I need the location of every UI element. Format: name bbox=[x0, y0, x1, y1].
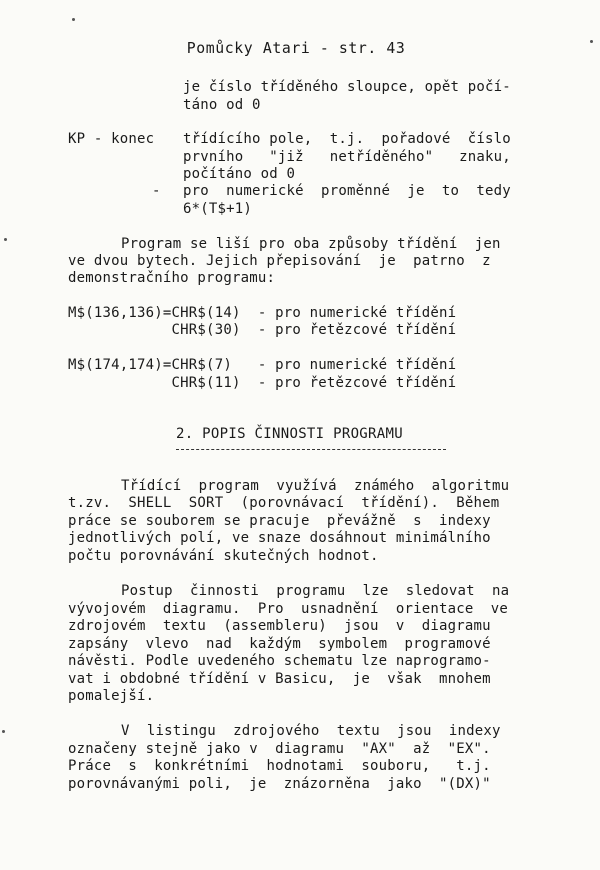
scan-mark bbox=[2, 730, 5, 733]
paragraph-line: Postup činnosti programu lze sledovat na bbox=[121, 583, 510, 599]
paragraph-line: demonstračního programu: bbox=[68, 270, 276, 286]
paragraph-line: zdrojovém textu (assembleru) jsou v diagramu bbox=[68, 618, 491, 634]
code-line: M$(174,174)=CHR$(7) - pro numerické třídění bbox=[68, 357, 457, 373]
intro-line: je číslo tříděného sloupce, opět počí- bbox=[183, 79, 511, 95]
paragraph-line: Práce s konkrétními hodnotami souboru, t.j. bbox=[68, 758, 491, 774]
kp-term: KP - konec bbox=[68, 131, 155, 147]
paragraph-line: práce se souborem se pracuje převážně s indexy bbox=[68, 513, 491, 529]
paragraph-line: počtu porovnávání skutečných hodnot. bbox=[68, 548, 379, 564]
paragraph-line: jednotlivých polí, ve snaze dosáhnout minimálního bbox=[68, 530, 491, 546]
paragraph-line: t.zv. SHELL SORT (porovnávací třídění). Během bbox=[68, 495, 500, 511]
paragraph-line: V listingu zdrojového textu jsou indexy bbox=[121, 723, 501, 739]
intro-line: táno od 0 bbox=[183, 97, 261, 113]
scan-mark bbox=[4, 238, 7, 241]
paragraph-line: označeny stejně jako v diagramu "AX" až "EX". bbox=[68, 741, 491, 757]
kp-line: prvního "již netříděného" znaku, bbox=[183, 149, 511, 165]
paragraph-line: porovnávanými poli, je znázorněna jako "(DX)" bbox=[68, 776, 491, 792]
paragraph-line: ve dvou bytech. Jejich přepisování je patrno z bbox=[68, 253, 491, 269]
code-line: M$(136,136)=CHR$(14) - pro numerické třídění bbox=[68, 305, 457, 321]
paragraph-line: návěsti. Podle uvedeného schematu lze naprogramo- bbox=[68, 653, 491, 669]
kp-line: 6*(T$+1) bbox=[183, 201, 253, 217]
kp-line: počítáno od 0 bbox=[183, 166, 296, 182]
code-line: CHR$(11) - pro řetězcové třídění bbox=[68, 375, 457, 391]
heading-underline bbox=[176, 449, 446, 450]
paragraph-line: Program se liší pro oba způsoby třídění jen bbox=[121, 236, 501, 252]
scan-mark bbox=[72, 18, 75, 21]
paragraph-line: zapsány vlevo nad každým symbolem programové bbox=[68, 636, 491, 652]
paragraph-line: vat i obdobné třídění v Basicu, je však mnohem bbox=[68, 671, 491, 687]
code-line: CHR$(30) - pro řetězcové třídění bbox=[68, 322, 457, 338]
paragraph-line: vývojovém diagramu. Pro usnadnění orientace ve bbox=[68, 601, 509, 617]
kp-line: třídícího pole, t.j. pořadové číslo bbox=[183, 131, 511, 147]
kp-dash: - bbox=[152, 183, 161, 199]
paragraph-line: pomalejší. bbox=[68, 688, 155, 704]
section-heading: 2. POPIS ČINNOSTI PROGRAMU bbox=[176, 426, 403, 442]
kp-line: pro numerické proměnné je to tedy bbox=[183, 183, 511, 199]
paragraph-line: Třídící program využívá známého algoritmu bbox=[121, 478, 510, 494]
page-header: Pomůcky Atari - str. 43 bbox=[186, 39, 406, 57]
